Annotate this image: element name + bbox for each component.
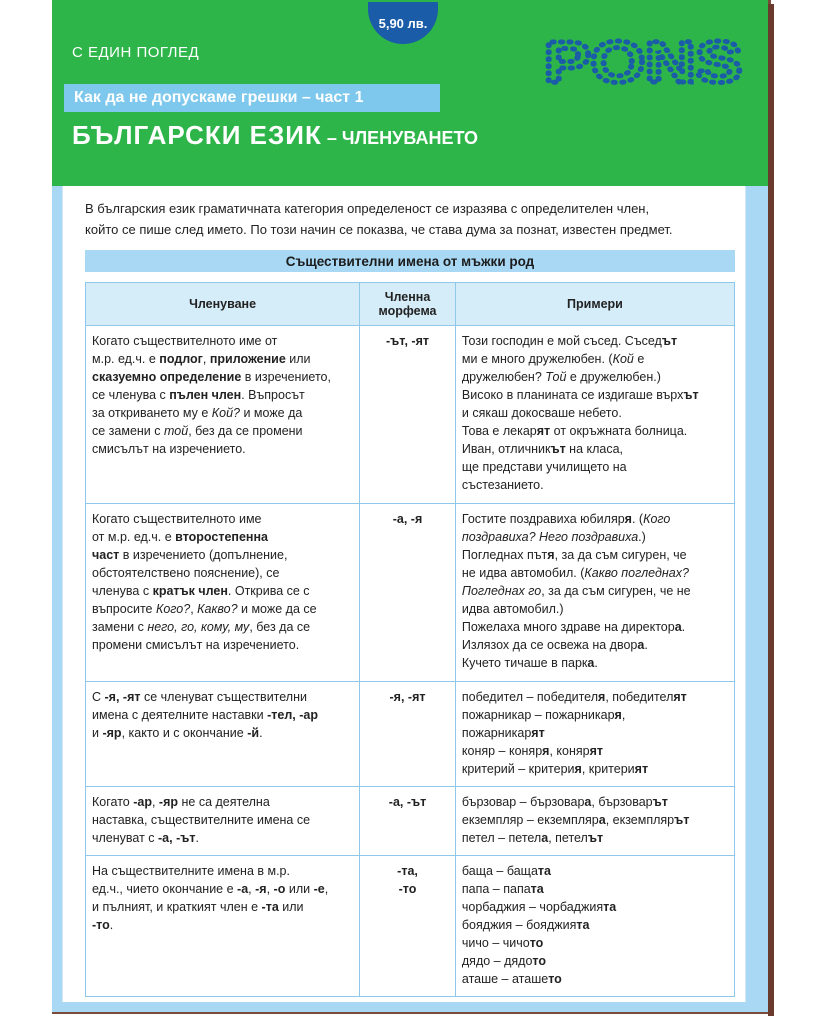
examples-cell: бързовар – бързовара, бързоварът екземпляр – екземпляра, екземплярът петел – петела, петелът [455, 787, 734, 856]
morpheme-cell: -а, -ът [360, 787, 456, 856]
table-row [86, 504, 735, 682]
rule-cell: На съществителните имена в м.р. ед.ч., чието окончание е -а, -я, -о или -е, и пълният, и краткият член е -та или -то. [86, 856, 360, 997]
morpheme-cell: -та, -то [360, 856, 456, 997]
title-sub: – ЧЛЕНУВАНЕТО [321, 128, 479, 148]
examples-cell: баща – бащата папа – папата чорбаджия – чорбаджията бояджия – бояджията чичо – чичото дядо – дядото аташе – аташето [455, 856, 734, 997]
book-cover [52, 0, 771, 1014]
header-cell: Членуване [86, 283, 360, 326]
examples-cell: Този господин е мой съсед. Съседът ми е много дружелюбен. (Кой е дружелюбен? Той е дружелюбен.) Високо в планината се издигаше върхът и сякаш докосваше небето. Това е лекарят от окръжната болница. Иван, отличникът на класа, ще представи училището на състезанието. [455, 326, 734, 504]
header-band [52, 0, 768, 186]
examples-cell: Гостите поздравиха юбиляря. (Кого поздравиха? Него поздравиха.) Погледнах пътя, за да съм сигурен, че не идва автомобил. (Какво погледнах? Погледнах го, за да съм сигурен, че не идва автомобил.) Пожелаха много здраве на директора. Излязох да се освежа на двора. Кучето тичаше в парка. [455, 504, 734, 682]
subtitle: Как да не допускаме грешки – част 1 [64, 84, 440, 112]
header-cell: Примери [455, 283, 734, 326]
intro-text [85, 198, 735, 240]
price-badge: 5,90 лв. [368, 2, 438, 44]
morpheme-cell: -я, -ят [360, 682, 456, 787]
rules-table [85, 282, 735, 997]
intro-line: В българския език граматичната категория определеност се изразява с определителен член, [85, 201, 650, 216]
rule-cell: Когато съществителното име от м.р. ед.ч. е второстепенна част в изречението (допълнение, обстоятелствено пояснение), се членува с кратък член. Открива се с въпросите Кого?, Какво? и може да се замени с него, го, кому, му, без да се промени смисълът на изречението. [86, 504, 360, 682]
table-title: Съществителни имена от мъжки род [85, 250, 735, 272]
page-edge [768, 4, 774, 1016]
table-row [86, 856, 735, 997]
morpheme-cell: -а, -я [360, 504, 456, 682]
rule-cell: Когато -ар, -яр не са деятелна наставка, съществителните имена се членуват с -а, -ът. [86, 787, 360, 856]
table-row [86, 326, 735, 504]
morpheme-cell: -ът, -ят [360, 326, 456, 504]
page-title [72, 120, 478, 151]
table-row [86, 787, 735, 856]
table-header-row [86, 283, 735, 326]
content-panel [62, 186, 746, 1002]
examples-cell: победител – победителя, победителят пожарникар – пожарникаря, пожарникарят коняр – коняря, конярят критерий – критерия, критерият [455, 682, 734, 787]
title-main: БЪЛГАРСКИ ЕЗИК [72, 120, 322, 150]
table-row [86, 682, 735, 787]
pons-logo [544, 36, 744, 90]
rule-cell: Когато съществителното име от м.р. ед.ч. е подлог, приложение или сказуемно определение в изречението, се членува с пълен член. Въпросът за откриването му е Кой? и може да се замени с той, без да се промени смисълът на изречението. [86, 326, 360, 504]
logo-text: PONS [544, 36, 742, 90]
intro-line: който се пише след името. По този начин се показва, че става дума за познат, известен предмет. [85, 222, 673, 237]
rule-cell: С -я, -ят се членуват съществителни имена с деятелните наставки -тел, -ар и -яр, както и с окончание -й. [86, 682, 360, 787]
series-label: С ЕДИН ПОГЛЕД [72, 44, 200, 61]
header-cell: Членна морфема [360, 283, 456, 326]
